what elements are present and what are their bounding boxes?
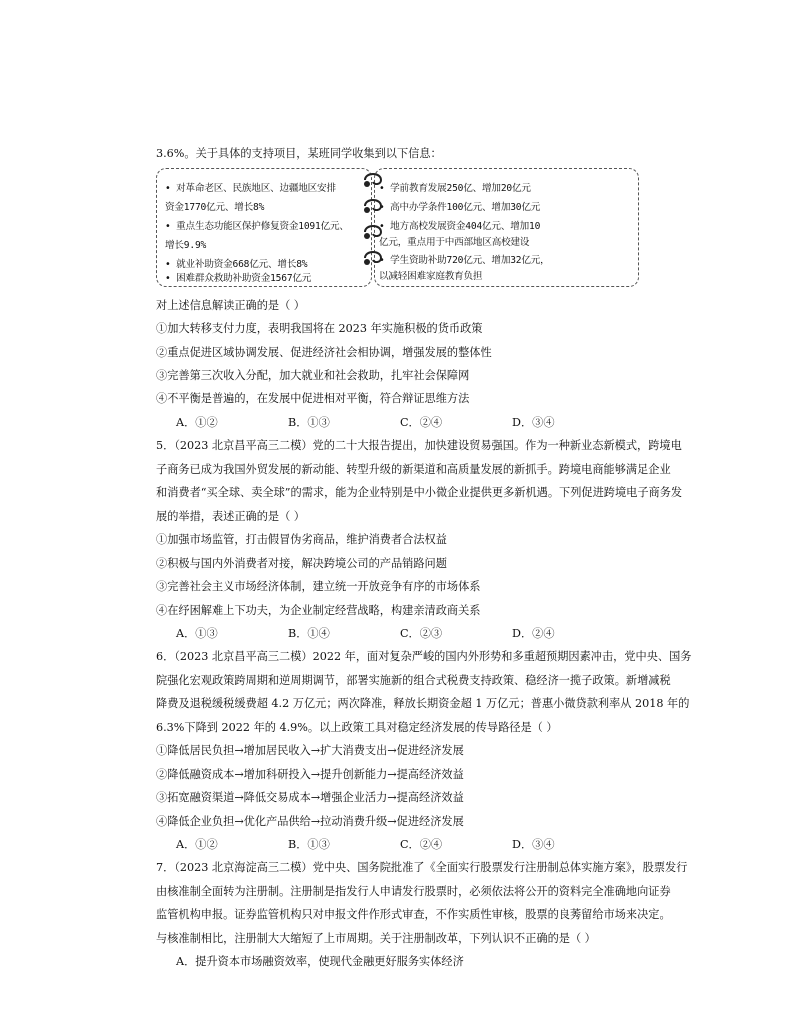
info-left-line: • 困难群众救助补助资金1567亿元 xyxy=(165,273,312,284)
binder-rings-icon xyxy=(361,172,385,284)
q6-item: ①降低居民负担→增加居民收入→扩大消费支出→促进经济发展 xyxy=(156,744,464,757)
info-left-line: • 就业补助资金668亿元、增长8% xyxy=(165,259,308,270)
q4-options xyxy=(176,415,624,431)
info-right-line: 以减轻困难家庭教育负担 xyxy=(379,271,483,282)
q6-item: ④降低企业负担→优化产品供给→拉动消费升级→促进经济发展 xyxy=(156,815,464,828)
option-c[interactable]: C．②④ xyxy=(400,838,443,851)
q6-text: 6.3%下降到 2022 年的 4.9%。以上政策工具对稳定经济发展的传导路径是（ ） xyxy=(156,721,558,734)
q5-options xyxy=(176,626,624,642)
q7-text: 与核准制相比，注册制大大缩短了上市周期。关于注册制改革，下列认识不正确的是（ ） xyxy=(156,932,596,945)
q7-text: 监管机构申报。证券监管机构只对申报文件作形式审查，不作实质性审核，股票的良莠留给市场来决定。 xyxy=(156,908,671,921)
option-a[interactable]: A．①③ xyxy=(176,627,218,640)
option-d[interactable]: D．③④ xyxy=(512,416,555,429)
q5-item: ④在纾困解难上下功夫，为企业制定经营战略，构建亲清政商关系 xyxy=(156,604,481,617)
q6-item: ③拓宽融资渠道→降低交易成本→增强企业活力→提高经济效益 xyxy=(156,791,464,804)
info-right-line: • 学前教育发展250亿、增加20亿元 xyxy=(379,183,531,194)
q6-text: 降费及退税缓税缓费超 4.2 万亿元；两次降准，释放长期资金超 1 万亿元；普惠小微贷款利率从 2018 年的 xyxy=(156,697,690,710)
info-box-left xyxy=(156,168,372,287)
q4-item: ①加大转移支付力度，表明我国将在 2023 年实施积极的货币政策 xyxy=(156,322,483,335)
q7-text: 7．（2023 北京海淀高三二模）党中央、国务院批准了《全面实行股票发行注册制总体实施方案》，股票发行 xyxy=(156,861,688,874)
info-left-line: • 对革命老区、民族地区、边疆地区安排 xyxy=(165,183,336,194)
info-right-line: • 高中办学条件100亿元、增加30亿元 xyxy=(379,202,541,213)
option-c[interactable]: C．②③ xyxy=(400,627,443,640)
q6-options xyxy=(176,837,624,853)
q5-text: 5．（2023 北京昌平高三二模）党的二十大报告提出，加快建设贸易强国。作为一种新业态新模式，跨境电 xyxy=(156,439,682,452)
q5-item: ①加强市场监管，打击假冒伪劣商品，维护消费者合法权益 xyxy=(156,533,447,546)
info-right-line: 亿元，重点用于中西部地区高校建设 xyxy=(379,237,530,248)
q4-stem: 对上述信息解读正确的是（ ） xyxy=(156,299,305,312)
q5-item: ②积极与国内外消费者对接，解决跨境公司的产品销路问题 xyxy=(156,557,447,570)
info-box-right xyxy=(374,168,639,287)
q4-item: ②重点促进区域协调发展、促进经济社会相协调，增强发展的整体性 xyxy=(156,346,492,359)
q6-item: ②降低融资成本→增加科研投入→提升创新能力→提高经济效益 xyxy=(156,768,464,781)
q5-text: 子商务已成为我国外贸发展的新动能、转型升级的新渠道和高质量发展的新抓手。跨境电商能够满足企业 xyxy=(156,463,671,476)
option-b[interactable]: B．①③ xyxy=(288,838,330,851)
q4-item: ④不平衡是普遍的，在发展中促进相对平衡，符合辩证思维方法 xyxy=(156,392,470,405)
q7-option-a[interactable]: A．提升资本市场融资效率，使现代金融更好服务实体经济 xyxy=(176,955,464,968)
info-left-line: 增长9.9% xyxy=(165,240,207,251)
info-left-line: 资金1770亿元、增长8% xyxy=(165,202,265,213)
q4-item: ③完善第三次收入分配，加大就业和社会救助，扎牢社会保障网 xyxy=(156,369,470,382)
info-left-line: • 重点生态功能区保护修复资金1091亿元、 xyxy=(165,221,349,232)
q5-item: ③完善社会主义市场经济体制，建立统一开放竞争有序的市场体系 xyxy=(156,580,481,593)
q6-text: 院强化宏观政策跨周期和逆周期调节，部署实施新的组合式税费支持政策、稳经济一揽子政策。新增减税 xyxy=(156,674,671,687)
q6-text: 6．（2023 北京昌平高三二模）2022 年，面对复杂严峻的国内外形势和多重超预期因素冲击，党中央、国务 xyxy=(156,650,692,663)
q7-text: 由核准制全面转为注册制。注册制是指发行人申请发行股票时，必须依法将公开的资料完全准确地向证券 xyxy=(156,885,671,898)
q5-text: 和消费者“买全球、卖全球”的需求，能为企业特别是中小微企业提供更多新机遇。下列促进跨境电子商务发 xyxy=(156,486,683,499)
option-c[interactable]: C．②④ xyxy=(400,416,443,429)
option-b[interactable]: B．①④ xyxy=(288,627,330,640)
q5-text: 展的举措，表述正确的是（ ） xyxy=(156,510,305,523)
option-d[interactable]: D．②④ xyxy=(512,627,555,640)
option-a[interactable]: A．①② xyxy=(176,416,218,429)
intro-line: 3.6%。关于具体的支持项目，某班同学收集到以下信息： xyxy=(156,147,442,160)
option-d[interactable]: D．③④ xyxy=(512,838,555,851)
info-right-line: • 地方高校发展资金404亿元、增加10 xyxy=(379,221,541,232)
option-a[interactable]: A．①② xyxy=(176,838,218,851)
option-b[interactable]: B．①③ xyxy=(288,416,330,429)
info-right-line: • 学生资助补助720亿元、增加32亿元， xyxy=(379,255,550,266)
